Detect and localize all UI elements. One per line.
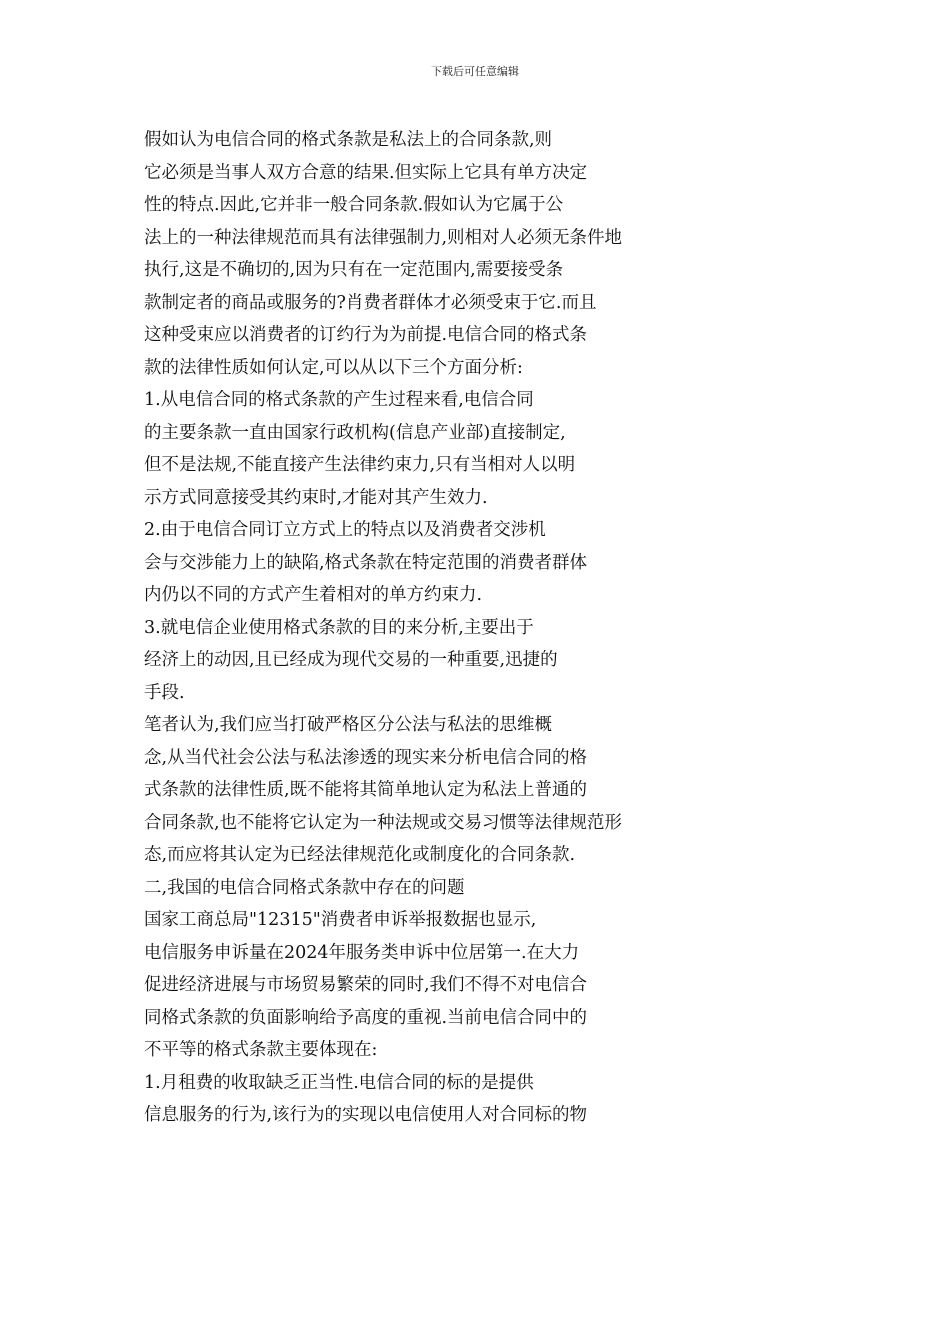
text-line: 手段.: [144, 682, 185, 703]
text-line: 同格式条款的负面影响给予高度的重视.当前电信合同中的: [144, 1007, 588, 1028]
text-line: 它必须是当事人双方合意的结果.但实际上它具有单方决定: [144, 162, 588, 183]
text-line: 电信服务申诉量在2024年服务类申诉中位居第一.在大力: [144, 942, 580, 963]
text-line: 法上的一种法律规范而具有法律强制力,则相对人必须无条件地: [144, 227, 623, 248]
text-line: 假如认为电信合同的格式条款是私法上的合同条款,则: [144, 130, 553, 150]
text-line: 经济上的动因,且已经成为现代交易的一种重要,迅捷的: [144, 650, 558, 670]
text-line: 式条款的法律性质,既不能将其简单地认定为私法上普通的: [144, 780, 588, 800]
text-line: 信息服务的行为,该行为的实现以电信使用人对合同标的物: [144, 1105, 588, 1125]
text-line: 款的法律性质如何认定,可以从以下三个方面分析:: [144, 357, 523, 378]
text-line: 合同条款,也不能将它认定为一种法规或交易习惯等法律规范形: [144, 812, 623, 833]
text-line: 示方式同意接受其约束时,才能对其产生效力.: [144, 487, 488, 508]
text-line: 1.月租费的收取缺乏正当性.电信合同的标的是提供: [144, 1072, 534, 1093]
text-line: 态,而应将其认定为已经法律规范化或制度化的合同条款.: [144, 845, 576, 865]
text-line: 的主要条款一直由国家行政机构(信息产业部)直接制定,: [144, 422, 566, 443]
text-line: 笔者认为,我们应当打破严格区分公法与私法的思维概: [144, 715, 553, 735]
text-line: 3.就电信企业使用格式条款的目的来分析,主要出于: [144, 617, 534, 638]
text-line: 内仍以不同的方式产生着相对的单方约束力.: [144, 585, 483, 605]
text-line: 这种受束应以消费者的订约行为为前提.电信合同的格式条: [144, 325, 588, 345]
text-line: 执行,这是不确切的,因为只有在一定范围内,需要接受条: [144, 260, 564, 280]
text-line: 国家工商总局"12315"消费者申诉举报数据也显示,: [144, 910, 537, 930]
page-header: 下载后可任意编辑: [431, 65, 519, 78]
text-line: 1.从电信合同的格式条款的产生过程来看,电信合同: [144, 390, 534, 410]
document-body: [144, 124, 704, 1132]
text-line: 款制定者的商品或服务的?肖费者群体才必须受束于它.而且: [144, 292, 597, 313]
text-line: 不平等的格式条款主要体现在:: [144, 1040, 378, 1060]
text-line: 但不是法规,不能直接产生法律约束力,只有当相对人以明: [144, 455, 576, 475]
text-line: 念,从当代社会公法与私法渗透的现实来分析电信合同的格: [144, 747, 588, 768]
text-line: 会与交涉能力上的缺陷,格式条款在特定范围的消费者群体: [144, 552, 588, 573]
text-line: 性的特点.因此,它并非一般合同条款.假如认为它属于公: [144, 195, 564, 215]
section-heading: 二,我国的电信合同格式条款中存在的问题: [144, 877, 465, 898]
text-line: 2.由于电信合同订立方式上的特点以及消费者交涉机: [144, 520, 546, 540]
text-line: 促进经济进展与市场贸易繁荣的同时,我们不得不对电信合: [144, 975, 588, 995]
